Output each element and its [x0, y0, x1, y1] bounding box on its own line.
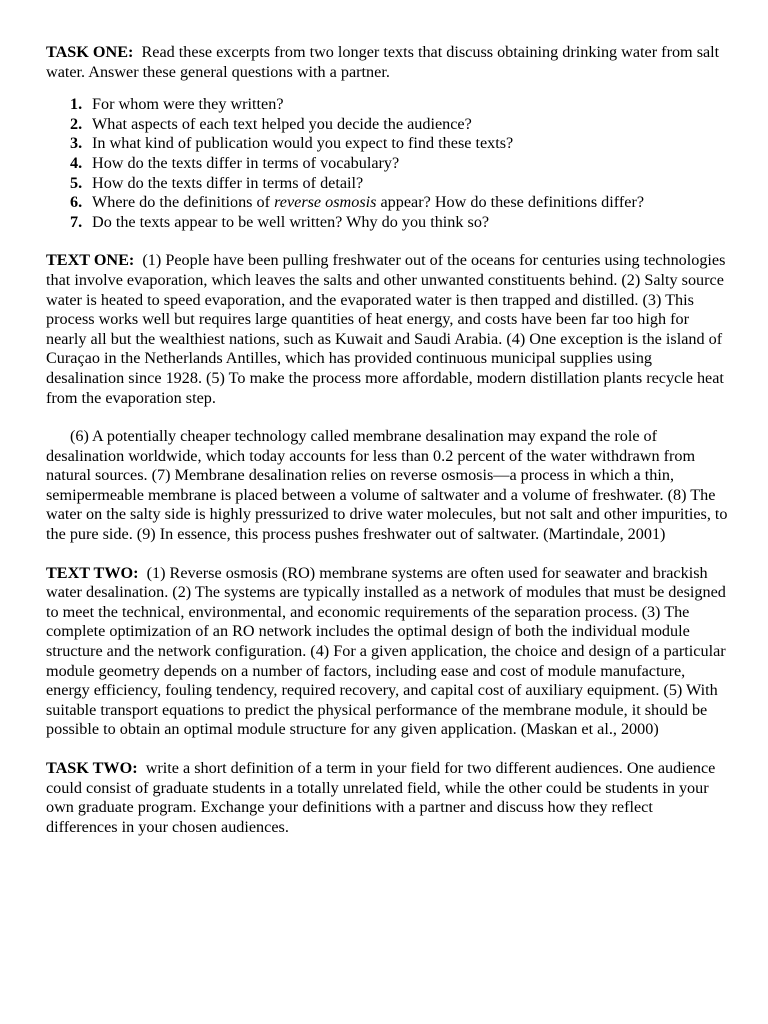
list-item [70, 193, 728, 213]
text-one-paragraph-1 [46, 251, 728, 408]
question-text: How do the texts differ in terms of detail? [92, 173, 364, 192]
task-two-label: TASK TWO: [46, 759, 138, 777]
document-page [46, 43, 728, 856]
text-one-body-1: (1) People have been pulling freshwater out of the oceans for centuries using technologies that involve evaporation, which leaves the salts and other unwanted constituents behind. (2) Salty source water is heated to speed evaporation, and the evaporated water is then trapped and distilled. (3) This process works well but requires large quantities of heat energy, and costs have been far too high for nearly all but the wealthiest nations, such as Kuwait and Saudi Arabia. (4) One exception is the island of Curaçao in the Netherlands Antilles, which has provided continuous municipal supplies using desalination since 1928. (5) To make the process more affordable, modern distillation plants recycle heat from the evaporation step. [46, 251, 726, 407]
text-two-body: (1) Reverse osmosis (RO) membrane systems are often used for seawater and brackish water desalination. (2) The systems are typically installed as a network of modules that must be designed to meet the technical, environmental, and economic requirements of the separation process. (3) The complete optimization of an RO network includes the optimal design of both the individual module structure and the network configuration. (4) For a given application, the choice and design of a particular module geometry depends on a number of factors, including ease and cost of module manufacture, energy efficiency, fouling tendency, required recovery, and capital cost of auxiliary equipment. (5) With suitable transport equations to predict the physical performance of the membrane module, it should be possible to obtain an optimal module structure for any given application. (Maskan et al., 2000) [46, 563, 726, 739]
question-number: 1. [70, 95, 83, 114]
question-number: 5. [70, 173, 83, 192]
question-text: What aspects of each text helped you decide the audience? [92, 114, 472, 133]
question-number: 3. [70, 134, 83, 153]
question-text: For whom were they written? [92, 95, 284, 114]
list-item [70, 115, 728, 135]
question-text-after: appear? How do these definitions differ? [376, 193, 645, 212]
list-item [70, 154, 728, 174]
task-one-text: Read these excerpts from two longer texts that discuss obtaining drinking water from salt water. Answer these general questions with a partner. [46, 43, 720, 81]
question-number: 2. [70, 114, 83, 133]
list-item [70, 174, 728, 194]
question-text: In what kind of publication would you expect to find these texts? [92, 134, 514, 153]
task-one-intro [46, 43, 728, 82]
question-text: Do the texts appear to be well written? Why do you think so? [92, 212, 490, 231]
question-list [46, 95, 728, 232]
text-one-paragraph-2: (6) A potentially cheaper technology called membrane desalination may expand the role of desalination worldwide, which today accounts for less than 0.2 percent of the water withdrawn from natural sources. (7) Membrane desalination relies on reverse osmosis—a process in which a thin, semipermeable membrane is placed between a volume of saltwater and a volume of freshwater. (8) The water on the salty side is highly pressurized to drive water molecules, but not salt and other impurities, to the pure side. (9) In essence, this process pushes freshwater out of saltwater. (Martindale, 2001) [46, 427, 728, 544]
question-text [92, 193, 644, 213]
question-number: 4. [70, 153, 83, 172]
task-two-body: write a short definition of a term in your field for two different audiences. One audience could consist of graduate students in a totally unrelated field, while the other could be students in your own graduate program. Exchange your definitions with a partner and discuss how they reflect differences in your chosen audiences. [46, 759, 716, 836]
task-two-paragraph [46, 759, 728, 837]
question-number: 6. [70, 193, 83, 212]
emphasized-term: reverse osmosis [274, 193, 377, 212]
list-item [70, 95, 728, 115]
text-two-paragraph [46, 564, 728, 740]
text-two-label: TEXT TWO: [46, 563, 139, 582]
task-one-label: TASK ONE: [46, 43, 134, 61]
question-number: 7. [70, 212, 83, 231]
list-item [70, 134, 728, 154]
question-text: How do the texts differ in terms of vocabulary? [92, 153, 400, 172]
text-one-label: TEXT ONE: [46, 251, 135, 270]
question-text-before: Where do the definitions of [92, 193, 275, 212]
list-item [70, 213, 728, 233]
